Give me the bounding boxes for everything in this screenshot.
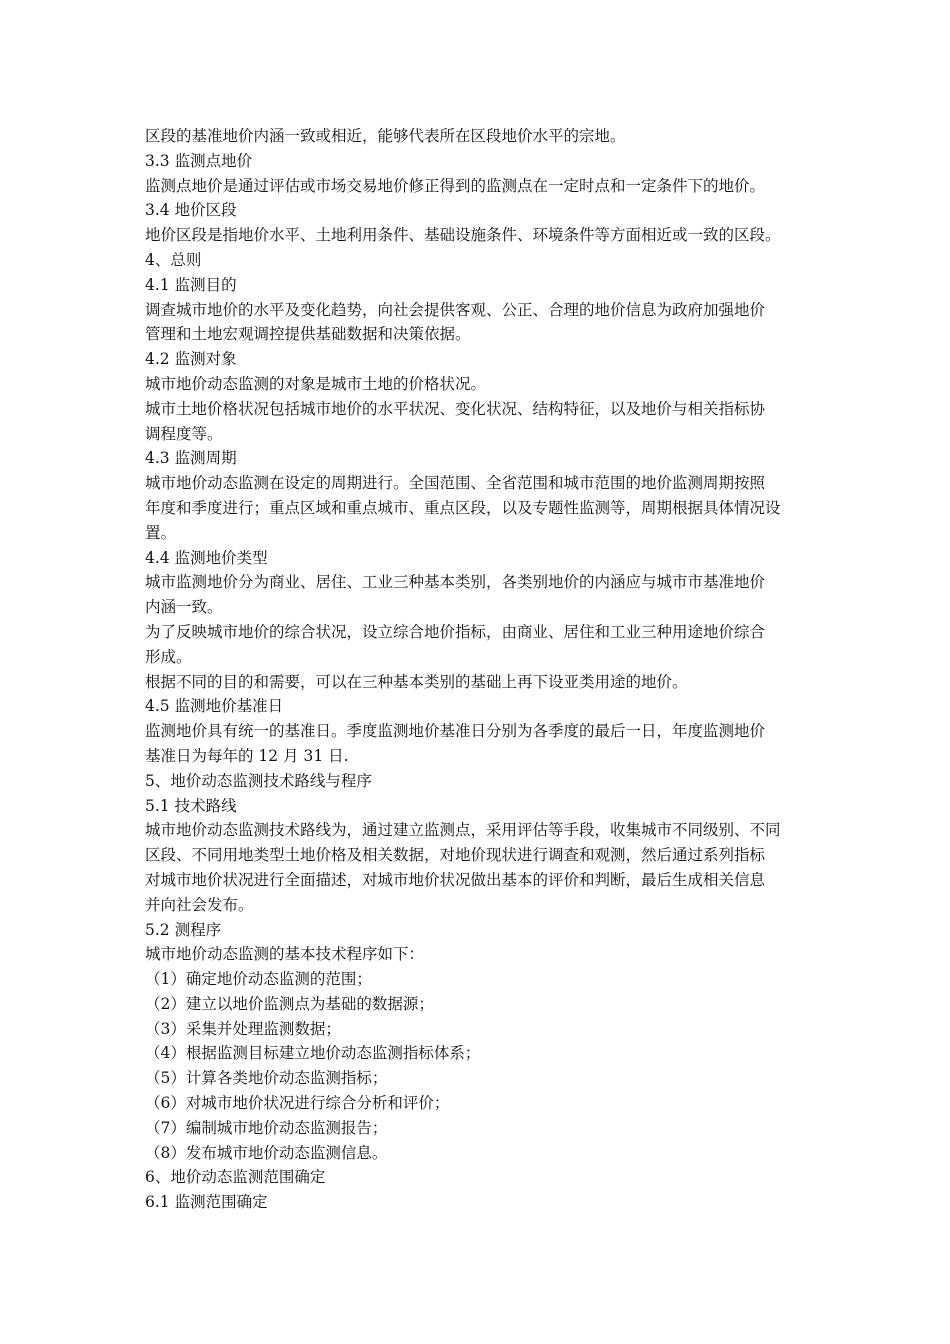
list-item: （5）计算各类地价动态监测指标；	[145, 1069, 388, 1088]
paragraph-line: 调程度等。	[145, 424, 223, 443]
section-heading-4-2: 4.2 监测对象	[145, 350, 237, 369]
document-body	[145, 124, 810, 1215]
list-item: （1）确定地价动态监测的范围；	[145, 970, 372, 989]
section-heading-4-3: 4.3 监测周期	[145, 449, 237, 468]
list-item: （4）根据监测目标建立地价动态监测指标体系；	[145, 1044, 481, 1063]
section-heading-4-1: 4.1 监测目的	[145, 275, 237, 294]
chapter-heading-4: 4、总则	[145, 250, 202, 269]
paragraph-line: 城市地价动态监测的对象是城市土地的价格状况。	[145, 374, 487, 393]
chapter-heading-6: 6、地价动态监测范围确定	[145, 1168, 326, 1187]
section-heading-3-4: 3.4 地价区段	[145, 201, 237, 220]
section-heading-6-1: 6.1 监测范围确定	[145, 1193, 268, 1212]
paragraph-line: 形成。	[145, 647, 192, 666]
paragraph-line: 并向社会发布。	[145, 895, 254, 914]
paragraph-line: 置。	[145, 523, 177, 542]
paragraph-line: 区段、不同用地类型土地价格及相关数据，对地价现状进行调查和观测，然后通过系列指标	[145, 846, 766, 865]
paragraph-line: 对城市地价状况进行全面描述，对城市地价状况做出基本的评价和判断，最后生成相关信息	[145, 870, 766, 889]
paragraph-line: 为了反映城市地价的综合状况，设立综合地价指标，由商业、居住和工业三种用途地价综合	[145, 622, 766, 641]
paragraph-line: 调查城市地价的水平及变化趋势，向社会提供客观、公正、合理的地价信息为政府加强地价	[145, 300, 766, 319]
paragraph-line: 根据不同的目的和需要，可以在三种基本类别的基础上再下设亚类用途的地价。	[145, 672, 688, 691]
paragraph-line: 城市地价动态监测在设定的周期进行。全国范围、全省范围和城市范围的地价监测周期按照	[145, 474, 766, 493]
paragraph-line: 地价区段是指地价水平、土地利用条件、基础设施条件、环境条件等方面相近或一致的区段。	[145, 226, 781, 245]
list-item: （3）采集并处理监测数据；	[145, 1019, 341, 1038]
paragraph-line: 年度和季度进行；重点区域和重点城市、重点区段，以及专题性监测等，周期根据具体情况设	[145, 498, 781, 517]
section-heading-4-4: 4.4 监测地价类型	[145, 548, 268, 567]
paragraph-line: 城市土地价格状况包括城市地价的水平状况、变化状况、结构特征，以及地价与相关指标协	[145, 399, 766, 418]
section-heading-3-3: 3.3 监测点地价	[145, 151, 253, 170]
paragraph-line: 城市地价动态监测的基本技术程序如下：	[145, 945, 425, 964]
section-heading-5-2: 5.2 测程序	[145, 920, 222, 939]
paragraph-line: 城市监测地价分为商业、居住、工业三种基本类别，各类别地价的内涵应与城市市基准地价	[145, 573, 766, 592]
paragraph-line: 内涵一致。	[145, 598, 223, 617]
paragraph-line: 区段的基准地价内涵一致或相近，能够代表所在区段地价水平的宗地。	[145, 127, 626, 145]
paragraph-line: 监测点地价是通过评估或市场交易地价修正得到的监测点在一定时点和一定条件下的地价。	[145, 176, 766, 195]
paragraph-line: 基准日为每年的 12 月 31 日.	[145, 746, 349, 765]
list-item: （7）编制城市地价动态监测报告；	[145, 1118, 388, 1137]
paragraph-line: 监测地价具有统一的基准日。季度监测地价基准日分别为各季度的最后一日，年度监测地价	[145, 722, 766, 741]
list-item: （2）建立以地价监测点为基础的数据源；	[145, 994, 434, 1013]
section-heading-5-1: 5.1 技术路线	[145, 796, 237, 815]
chapter-heading-5: 5、地价动态监测技术路线与程序	[145, 771, 372, 790]
paragraph-line: 管理和土地宏观调控提供基础数据和决策依据。	[145, 325, 471, 344]
list-item: （6）对城市地价状况进行综合分析和评价；	[145, 1094, 450, 1113]
section-heading-4-5: 4.5 监测地价基准日	[145, 697, 284, 716]
list-item: （8）发布城市地价动态监测信息。	[145, 1143, 388, 1162]
paragraph-line: 城市地价动态监测技术路线为，通过建立监测点，采用评估等手段，收集城市不同级别、不同	[145, 821, 781, 840]
